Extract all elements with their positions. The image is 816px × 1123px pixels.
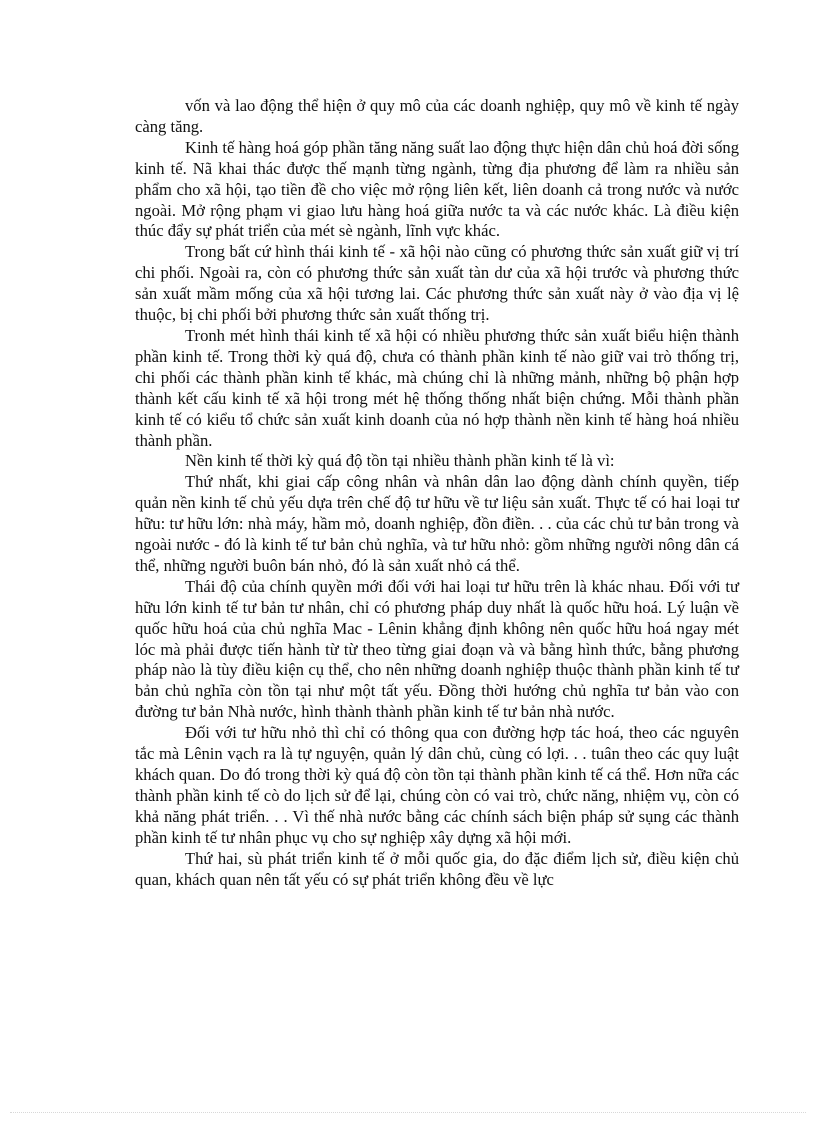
page-bottom-divider [10, 1112, 806, 1113]
paragraph-2: Kinh tế hàng hoá góp phần tăng năng suất lao động thực hiện dân chủ hoá đời sống kinh tế. Nã khai thác được thế mạnh từng ngành, từng địa phương để làm ra nhiều sản phẩm cho xã hội, tạo tiền đề cho việc mở rộng liên kết, liên doanh cả trong nước và nước ngoài. Mở rộng phạm vi giao lưu hàng hoá giữa nước ta và các nước khác. Là điều kiện thúc đẩy sự phát triển của mét sè ngành, lĩnh vực khác. [135, 137, 739, 241]
paragraph-4: Tronh mét hình thái kinh tế xã hội có nhiều phương thức sản xuất biểu hiện thành phần kinh tế. Trong thời kỳ quá độ, chưa có thành phần kinh tế nào giữ vai trò thống trị, chi phối các thành phần kinh tế khác, mà chúng chỉ là những mảnh, những bộ phận hợp thành kết cấu kinh tế xã hội trong mét hệ thống thống nhất biện chứng. Mỗi thành phần kinh tế có kiểu tổ chức sản xuất kinh doanh của nó hợp thành nền kinh tế hàng hoá nhiều thành phần. [135, 325, 739, 450]
paragraph-7: Thái độ của chính quyền mới đối với hai loại tư hữu trên là khác nhau. Đối với tư hữu lớn kinh tế tư bản tư nhân, chỉ có phương pháp duy nhất là quốc hữu hoá. Lý luận về quốc hữu hoá của chủ nghĩa Mac - Lênin khẳng định không nên quốc hữu hoá ngay mét lóc mà phải được tiến hành từ từ theo từng giai đoạn và và bằng hình thức, bằng phương pháp nào là tùy điều kiện cụ thể, cho nên những doanh nghiệp thuộc thành phần kinh tế tư bản chủ nghĩa còn tồn tại như một tất yếu. Đồng thời hướng chủ nghĩa tư bản vào con đường tư bản Nhà nước, hình thành thành phần kinh tế tư bản nhà nước. [135, 576, 739, 722]
paragraph-5: Nền kinh tế thời kỳ quá độ tồn tại nhiều thành phần kinh tế là vì: [185, 451, 615, 471]
body-text [135, 96, 739, 890]
paragraph-3: Trong bất cứ hình thái kinh tế - xã hội nào cũng có phương thức sản xuất giữ vị trí chi phối. Ngoài ra, còn có phương thức sản xuất tàn dư của xã hội trước và phương thức sản xuất mầm mống của xã hội tương lai. Các phương thức sản xuất này ở vào địa vị lệ thuộc, bị chi phối bởi phương thức sản xuất thống trị. [135, 242, 739, 325]
paragraph-8: Đối với tư hữu nhỏ thì chỉ có thông qua con đường hợp tác hoá, theo các nguyên tắc mà Lênin vạch ra là tự nguyện, quản lý dân chủ, cùng có lợi. . . tuân theo các quy luật khách quan. Do đó trong thời kỳ quá độ còn tồn tại thành phần kinh tế cá thể. Hơn nữa các thành phần kinh tế cò do lịch sử để lại, chúng còn có vai trò, chức năng, nhiệm vụ, còn có khả năng phát triển. . . Vì thế nhà nước bằng các chính sách biện pháp sử sụng các thành phần kinh tế tư nhân phục vụ cho sự nghiệp xây dựng xã hội mới. [135, 723, 739, 847]
paragraph-9: Thứ hai, sù phát triển kinh tế ở mỗi quốc gia, do đặc điểm lịch sử, điều kiện chủ quan, khách quan nên tất yếu có sự phát triển không đều về lực [135, 848, 739, 889]
paragraph-6: Thứ nhất, khi giai cấp công nhân và nhân dân lao động dành chính quyền, tiếp quản nền kinh tế chủ yếu dựa trên chế độ tư hữu về tư liệu sản xuất. Thực tế có hai loại tư hữu: tư hữu lớn: nhà máy, hầm mỏ, doanh nghiệp, đồn điền. . . của các chủ tư bản trong và ngoài nước - đó là kinh tế tư bản chủ nghĩa, và tư hữu nhỏ: gồm những người nông dân cá thể, những người buôn bán nhỏ, đó là sản xuất nhỏ cá thể. [135, 472, 739, 575]
paragraph-1: vốn và lao động thể hiện ở quy mô của các doanh nghiệp, quy mô về kinh tế ngày càng tăng. [135, 96, 739, 136]
